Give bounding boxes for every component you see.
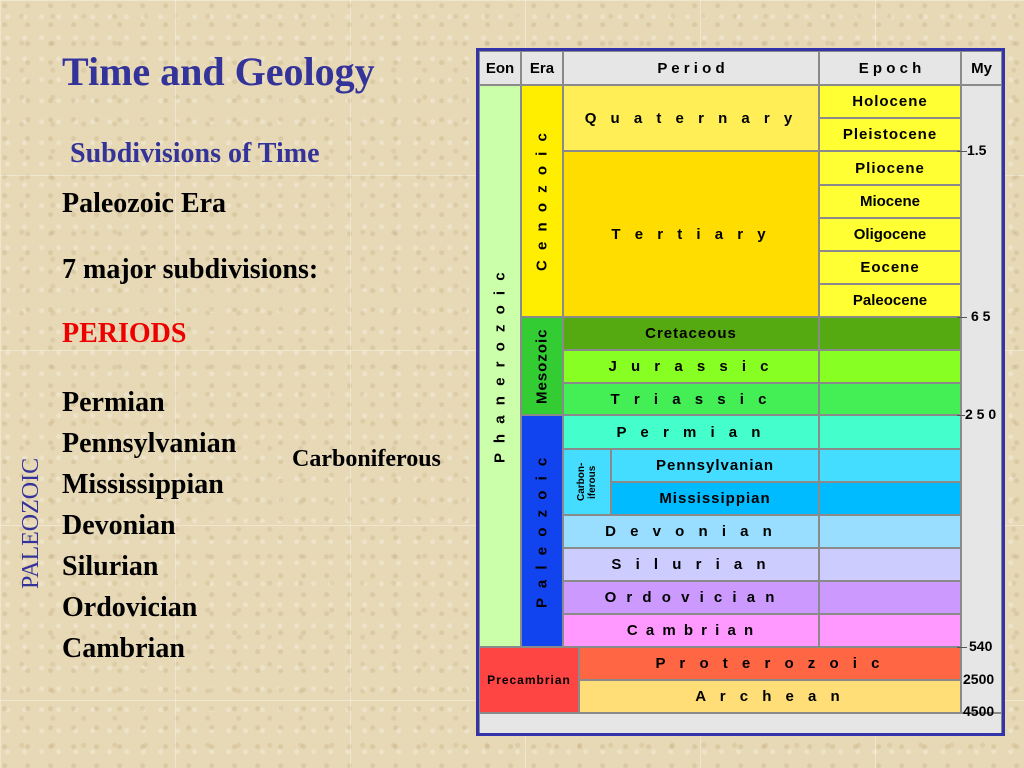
period-devonian: D e v o n i a n bbox=[563, 515, 819, 548]
era-cenozoic: C e n o z o i c bbox=[521, 85, 563, 317]
page-subtitle: Subdivisions of Time bbox=[70, 138, 320, 169]
my-label: 2500 bbox=[963, 671, 995, 687]
period-permian: P e r m i a n bbox=[563, 415, 819, 449]
epoch-mississippian-fill bbox=[819, 482, 961, 515]
period-tertiary: T e r t i a r y bbox=[563, 151, 819, 317]
header-period: P e r i o d bbox=[563, 51, 819, 85]
epoch-devonian-fill bbox=[819, 515, 961, 548]
carboniferous-subperiod-label: Carbon- iferous bbox=[576, 462, 598, 502]
header-my: My bbox=[961, 51, 1002, 85]
period-jurassic: J u r a s s i c bbox=[563, 350, 819, 383]
era-mesozoic: Mesozoic bbox=[521, 317, 563, 415]
my-label: 4500 bbox=[963, 703, 995, 719]
epoch-permian-fill bbox=[819, 415, 961, 449]
era-carboniferous bbox=[563, 449, 611, 515]
my-tick bbox=[957, 317, 967, 318]
my-tick bbox=[957, 151, 967, 152]
my-tick bbox=[957, 415, 965, 416]
period-list-item: Permian bbox=[62, 387, 165, 418]
period-cretaceous: Cretaceous bbox=[563, 317, 819, 350]
my-label: 6 5 bbox=[971, 308, 991, 324]
geologic-time-chart bbox=[476, 48, 1005, 736]
eon-phanerozoic: P h a n e r o z o i c bbox=[479, 85, 521, 647]
epoch-miocene: Miocene bbox=[819, 185, 961, 218]
epoch-ordovician-fill bbox=[819, 581, 961, 614]
periods-heading: PERIODS bbox=[62, 318, 187, 349]
epoch-oligocene: Oligocene bbox=[819, 218, 961, 251]
period-mississippian: Mississippian bbox=[611, 482, 819, 515]
epoch-cretaceous-fill bbox=[819, 317, 961, 350]
my-label: 540 bbox=[969, 638, 993, 654]
page-title: Time and Geology bbox=[62, 49, 375, 94]
chart-footer-strip bbox=[479, 713, 1002, 733]
era-paleozoic: P a l e o z o i c bbox=[521, 415, 563, 647]
subdivisions-line: 7 major subdivisions: bbox=[62, 254, 319, 285]
my-column bbox=[961, 85, 1002, 713]
period-list-item: Mississippian bbox=[62, 469, 224, 500]
header-era: Era bbox=[521, 51, 563, 85]
period-list-item: Silurian bbox=[62, 551, 159, 582]
epoch-paleocene: Paleocene bbox=[819, 284, 961, 317]
epoch-holocene: Holocene bbox=[819, 85, 961, 118]
period-list bbox=[62, 382, 236, 669]
period-list-item: Ordovician bbox=[62, 592, 198, 623]
paleozoic-side-label: PALEOZOIC bbox=[18, 457, 44, 589]
carboniferous-bracket-label: Carboniferous bbox=[292, 446, 441, 472]
period-proterozoic: P r o t e r o z o i c bbox=[579, 647, 961, 680]
period-quaternary: Q u a t e r n a r y bbox=[563, 85, 819, 151]
header-epoch: E p o c h bbox=[819, 51, 961, 85]
epoch-eocene: Eocene bbox=[819, 251, 961, 284]
epoch-pliocene: Pliocene bbox=[819, 151, 961, 185]
period-archean: A r c h e a n bbox=[579, 680, 961, 713]
header-eon: Eon bbox=[479, 51, 521, 85]
period-list-item: Cambrian bbox=[62, 633, 185, 664]
period-pennsylvanian: Pennsylvanian bbox=[611, 449, 819, 482]
my-tick bbox=[957, 647, 967, 648]
period-triassic: T r i a s s i c bbox=[563, 383, 819, 415]
period-list-item: Pennsylvanian bbox=[62, 428, 237, 459]
epoch-jurassic-fill bbox=[819, 350, 961, 383]
my-label: 2 5 0 bbox=[965, 406, 997, 422]
era-line: Paleozoic Era bbox=[62, 188, 227, 219]
epoch-cambrian-fill bbox=[819, 614, 961, 647]
epoch-pennsylvanian-fill bbox=[819, 449, 961, 482]
eon-precambrian: Precambrian bbox=[479, 647, 579, 713]
epoch-triassic-fill bbox=[819, 383, 961, 415]
period-cambrian: C a m b r i a n bbox=[563, 614, 819, 647]
epoch-pleistocene: Pleistocene bbox=[819, 118, 961, 151]
period-ordovician: O r d o v i c i a n bbox=[563, 581, 819, 614]
epoch-silurian-fill bbox=[819, 548, 961, 581]
period-silurian: S i l u r i a n bbox=[563, 548, 819, 581]
my-label: 1.5 bbox=[967, 142, 987, 158]
period-list-item: Devonian bbox=[62, 510, 176, 541]
